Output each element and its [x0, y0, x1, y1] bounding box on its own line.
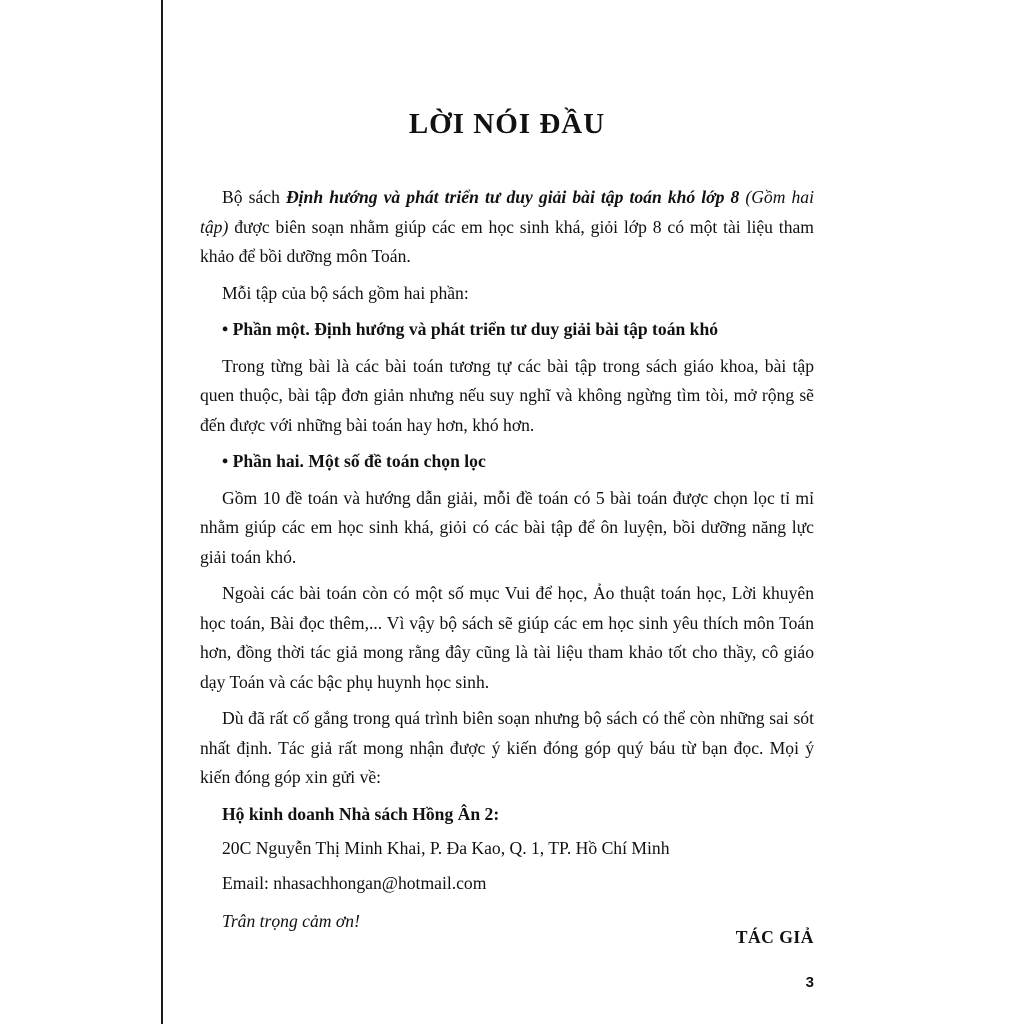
part-one-text: Trong từng bài là các bài toán tương tự các bài tập trong sách giáo khoa, bài tập quen thuộc, bài tập đơn giản nhưng nếu suy nghĩ và không ngừng tìm tòi, mở rộng sẽ đến được với những bài toán hay hơn, khó hơn. [200, 355, 814, 435]
book-title: Định hướng và phát triển tư duy giải bài tập toán khó lớp 8 [285, 187, 740, 207]
volume-note: (Gồm hai tập) [200, 187, 814, 237]
intro-prefix: Bộ sách [222, 187, 286, 207]
part-two-heading [200, 447, 814, 477]
part-one-heading-text: Phần một. Định hướng và phát triển tư duy giải bài tập toán khó [232, 319, 719, 339]
preface-body [200, 183, 814, 942]
author-signature: TÁC GIẢ [735, 927, 814, 947]
closing-line: Trân trọng cảm ơn! [222, 911, 360, 931]
page-number: 3 [805, 974, 814, 991]
book-page [200, 0, 814, 1024]
contact-address: 20C Nguyễn Thị Minh Khai, P. Đa Kao, Q. 1, TP. Hồ Chí Minh [222, 838, 670, 858]
page-binding-edge [161, 0, 163, 1024]
part-one-heading [200, 315, 814, 345]
contact-email: Email: nhasachhongan@hotmail.com [222, 872, 487, 893]
part-two-heading-text: Phần hai. Một số đề toán chọn lọc [232, 451, 486, 471]
intro-paragraph [200, 183, 814, 272]
intro-suffix: được biên soạn nhằm giúp các em học sinh khá, giỏi lớp 8 có một tài liệu tham khảo để bồi dưỡng môn Toán. [200, 216, 814, 266]
extras-paragraph: Ngoài các bài toán còn có một số mục Vui để học, Ảo thuật toán học, Lời khuyên học toán, Bài đọc thêm,... Vì vậy bộ sách sẽ giúp các em học sinh yêu thích môn Toán hơn, đồng thời tác giả mong rằng đây cũng là tài liệu tham khảo tốt cho thầy, cô giáo dạy Toán và các bậc phụ huynh học sinh. [200, 583, 814, 692]
bullet-icon: • [222, 451, 229, 471]
contact-name: Hộ kinh doanh Nhà sách Hồng Ân 2: [222, 803, 500, 824]
feedback-paragraph: Dù đã rất cố gắng trong quá trình biên soạn nhưng bộ sách có thể còn những sai sót nhất định. Tác giả rất mong nhận được ý kiến đóng góp quý báu từ bạn đọc. Mọi ý kiến đóng góp xin gửi về: [200, 708, 814, 787]
contact-block [200, 800, 814, 937]
page-title: LỜI NÓI ĐẦU [408, 108, 606, 140]
bullet-icon: • [222, 319, 229, 339]
structure-intro: Mỗi tập của bộ sách gồm hai phần: [222, 282, 469, 303]
part-two-text: Gồm 10 đề toán và hướng dẫn giải, mỗi đề toán có 5 bài toán được chọn lọc tỉ mỉ nhằm giúp các em học sinh khá, giỏi có các bài tập để ôn luyện, bồi dưỡng năng lực giải toán khó. [200, 487, 814, 567]
